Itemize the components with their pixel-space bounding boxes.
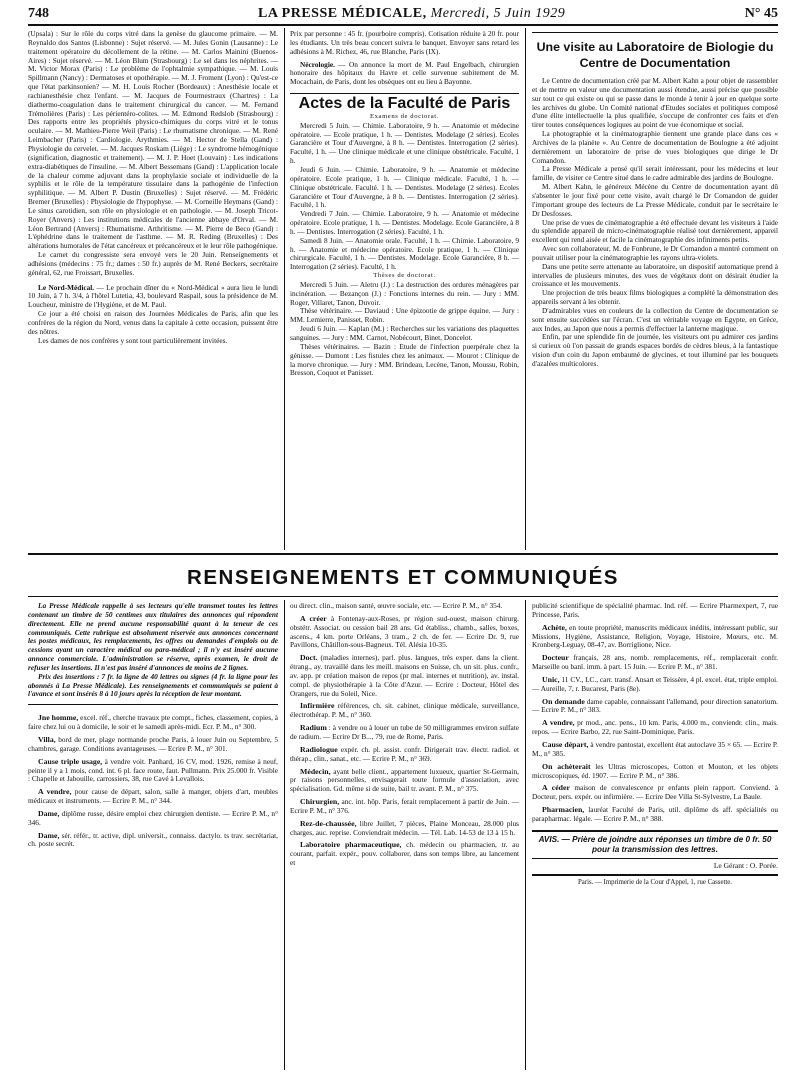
visit-paragraph: Une prise de vues de cinématographie a été effectuée devant les visiteurs à l'aide du splendide appareil de micro-cinématographie réalisé tout dernièrement, appareil excellent qui rend aisée et facile la cinématographie des infiniments petits. <box>532 217 778 245</box>
header-rule <box>28 24 778 26</box>
column-rule-2 <box>525 28 526 550</box>
ads-price: Prix des insertions : 7 fr. la ligne de 40 lettres ou signes (4 fr. la ligne pour les abonnés à La Presse Médicale). Les renseignements et communiqués se paient à l'avance et sont insérés 8 à 10 jours après la réception de leur montant. <box>28 671 278 699</box>
journal-title: LA PRESSE MÉDICALE, Mercredi, 5 Juin 1929 <box>258 6 566 21</box>
visit-paragraph: D'admirables vues en couleurs de la collection du Centre de documentation se sont ensuite succédées sur l'écran. C'est un véritable voyage en Egypte, en Grèce, aux Indes, au Japon que nous a permis d'effectuer la lanterne magique. <box>532 305 778 333</box>
ad-entry: Villa, bord de mer, plage normande proche Paris, à louer Juin ou Septembre, 5 chambres, garage. Conditions avantageuses. — Ecrire P. M., n° 301. <box>28 734 278 753</box>
ads-intro: La Presse Médicale rappelle à ses lecteurs qu'elle transmet toutes les lettres contenant un timbre de 50 centimes aux titulaires des annonces qui répondent directement. Elle ne prend aucune responsabilité quant à la teneur de ces communiqués. Cette rubrique est absolument réservée aux annonces concernant les postes médicaux, les remplacements, les offres ou demandes d'emplois ou de cessions ayant un caractère médical ou para-médical ; il n'y est inséré aucune annonce commerciale. L'administration se réserve, après examen, le droit de refuser les insertions. Il n'est pas inséré d'annonces de moins de 2 lignes. <box>28 602 278 672</box>
exam-entry: Vendredi 7 Juin. — Chimie. Laboratoire, 9 h. — Anatomie et médecine opératoire. Ecole pratique, 1 h. — Dentistes. Modelage. Ecole Garancière, à 8 h. — Dentistes. Interrogation (2 séries). Faculté, 1 h. <box>290 209 519 236</box>
separator <box>290 93 519 94</box>
ad-entry: Chirurgien, anc. int. hôp. Paris, ferait remplacement à partir de Juin. — Ecrire P. M., n° 376. <box>290 797 519 815</box>
ad-entry: A créer à Fontenay-aux-Roses, pr région sud-ouest, maison chirurg. obstétr. Associat. ou cession bail 28 ans. Gd établiss., chamb., salles, boxes, ascens., 4 km. porte Orléans, 3 tram., 2 ch. de fer. — Ecrire Dr. 9, rue Pavillons, Châtillon-sous-Bagneux. Tél. Alésia 10-35. <box>290 613 519 650</box>
ads-column-rule-1 <box>284 600 285 1070</box>
page-header <box>28 6 778 24</box>
ad-entry: On demande dame capable, connaissant l'allemand, pour direction sanatorium. — Ecrire P. M., n° 383. <box>532 696 778 715</box>
ad-entry: A vendre, pour cause de départ, salon, salle à manger, objets d'art, meubles médicaux et instruments. — Ecrire P. M., n° 344. <box>28 787 278 806</box>
separator <box>532 830 778 832</box>
ad-entry: Laboratoire pharmaceutique, ch. médecin ou pharmacien, tr. au courant, parfait. expér., pouv. collaborer, dans son temps libre, au lancement et <box>290 840 519 868</box>
ad-entry: Docteur français, 28 ans, nomb. remplacements, réf., remplacerait confr. Marseille ou banl. imm. à part. 15 Juin. — Ecrire P. M., n° 381. <box>532 653 778 672</box>
visit-paragraph: La Presse Médicale a pensé qu'il serait intéressant, pour les médecins et leur famille, de visiter ce Centre situé dans le cadre admirable des jardins de Boulogne. <box>532 164 778 183</box>
column-2 <box>290 30 519 550</box>
ads-column-1 <box>28 602 278 1072</box>
ads-column-2 <box>290 602 519 1072</box>
ads-column-rule-2 <box>525 600 526 1070</box>
ad-entry: On achèterait les Ultras microscopes, Cotton et Mouton, et les objets microscopiques, éd. 1907. — Ecrire P. M., n° 386. <box>532 761 778 780</box>
section-title-rule <box>28 596 778 597</box>
nord-medical-notice: Le Nord-Médical. — Le prochain dîner du « Nord-Médical » aura lieu le lundi 10 Juin, à 7 h. 3/4, à l'hôtel Lutetia, 43, boulevard Raspail, sous la présidence de M. Loucheur, ministre de l'Hygiène, et de M. Paul. <box>28 282 278 310</box>
separator <box>532 874 778 876</box>
column-3 <box>532 30 778 550</box>
ad-entry: ou direct. clin., maison santé, œuvre sociale, etc. — Ecrire P. M., n° 354. <box>290 602 503 610</box>
ad-entry: Médecin, ayant belle client., appartement luxueux, quartier St-Germain, pr raisons personnelles, envisagerait toute formule d'association, avec spécialisation. Gd. même si de suite, bail tr. avant. P. M., n° 375. <box>290 766 519 794</box>
visit-paragraph: Une projection de très beaux films biologiques a complété la démonstration des appareils servant à les obtenir. <box>532 288 778 307</box>
exam-entry: Mercredi 5 Juin. — Chimie. Laboratoire, 9 h. — Anatomie et médecine opératoire. — Ecole pratique, 1 h. — Dentistes. Modelage (2 séries). Ecoles Garancière et Tour d'Auvergne, à 8 h. — Dentistes. Interrogation (2 séries). Faculté, 1 h. — Une clinique médicale et une clinique obstétricale. Faculté, 1 h. <box>290 120 519 166</box>
actes-heading: Actes de la Faculté de Paris <box>298 95 511 113</box>
separator <box>28 704 278 705</box>
congress-info: Le carnet du congressiste sera envoyé vers le 20 Juin. Renseignements et adhésions (médecins : 75 fr.; dames : 50 fr.) auprès de M. René Beckers, secrétaire général, 62, rue Froissart, Bruxelles. <box>28 250 278 277</box>
ad-entry: Cause triple usage, à vendre voit. Panhard, 16 CV, mod. 1926, remise à neuf, peinte il y a 1 mois, cond. int. 6 pl. face route, faut. Pullmann. Prix 25.000 fr. Visible : Chapelle et Jabouille, carrossiers, 38, rue Cavé à Levallois. <box>28 756 278 784</box>
ad-entry: Cause départ, à vendre pantostat, excellent état autoclave 35 × 65. — Ecrire P. M., n° 385. <box>532 739 778 758</box>
separator <box>532 32 778 33</box>
thesis-entry: Jeudi 6 Juin. — Kaplan (M.) : Recherches sur les variations des plaquettes sanguines. — Jury : MM. Carnot, Nobécourt, Binet, Doncelot. <box>290 324 519 342</box>
visit-paragraph: La photographie et la cinématographie tiennent une grande place dans ces « Archives de la planète ». Au Centre de documentation de Boulogne a été adjoint dernièrement un laboratoire de prise de vues biologiques que dirige le Dr Comandon. <box>532 129 778 165</box>
issue-date: Mercredi, 5 Juin 1929 <box>430 6 566 21</box>
ad-entry: Infirmière références, ch. sit. cabinet, clinique médicale, surveillance, électrothérap. P. M., n° 360. <box>290 701 519 720</box>
visit-paragraph: M. Albert Kahn, le généreux Mécène du Centre de documentation ayant dû s'absenter le jour fixé pour cette visite, avait chargé le Dr Comandon de guider l'important groupe des lecteurs de La Presse Médicale, conduit par le secrétaire le Dr Desfosses. <box>532 182 778 218</box>
page-number: 748 <box>28 6 49 21</box>
exam-entry: Samedi 8 Juin. — Anatomie orale. Faculté, 1 h. — Chimie. Laboratoire, 9 h. — Anatomie et médecine opératoire. Ecole pratique, 1 h. — Clinique chirurgicale. Faculté, 1 h. — Dentistes. Modelage. Ecole Garancière, 8 h. — Interrogation (2 séries). Faculté, 1 h. <box>290 235 519 272</box>
ad-entry: Doct. (maladies internes), parl. plus. langues, très exper. dans la client. étrang., ay. travaillé dans les meill. maisons en Suisse, ch. un sit. plus. confr., av. app. pr création maison de repos (pr mal. internes et nutrition), av. instal. compl. de physiothérapie à la Côte d'Azur. — Ecrire : Docteur, Hôtel des Orangers, rue du Soleil, Nice. <box>290 653 519 698</box>
ad-entry: Radiologue expér. ch. pl. assist. confr. Dirigerait trav. électr. radiol. et thérap., clin., sanat., etc. — Ecrire P. M., n° 369. <box>290 744 519 763</box>
ad-entry: Jne homme, excel. réf., cherche travaux pte compt., fiches, classement, copies, à faire chez lui ou à domicile, le soir et le samedi après-midi. Ecr. P. M., n° 300. <box>28 713 278 732</box>
visit-paragraph: Dans une petite serre attenante au laboratoire, un dispositif automatique prend à intervalles de plusieurs minutes, des vues de végétaux dont on désirait étudier la croissance et les mouvements. <box>532 261 778 289</box>
visit-paragraph: Avec son collaborateur, M. de Fonbrune, le Dr Comandon a montré comment on pouvait utiliser pour la cinématographie les rayons ultra-violets. <box>532 244 778 262</box>
visit-paragraph: Enfin, par une splendide fin de journée, les visiteurs ont pu admirer ces jardins si curieux où l'on passait de grands espaces bordés de cèdres bleus, à la fantastique vision d'un coin du Japon embaumé de glycines, et tout illuminé par les bouquets d'azalées multicolores. <box>532 332 778 368</box>
ad-entry: Unic, 11 CV., LC., carr. transf. Ansart et Teissère, 4 pl. excel. état, triple emploi. — Aureille, 7, r. Bucarest, Paris (8e). <box>532 674 778 693</box>
thesis-entry: Thèses vétérinaires. — Bazin : Etude de l'infection puerpérale chez la génisse. — Dumont : Les fistules chez les animaux. — Mourot : Clinique de la morve chronique. — Jury : MM. Brindeau, Lecène, Tanon, Moussu, Robin, Bresson, Coquot et Panisset. <box>290 341 519 378</box>
dinner-price: Prix par personne : 45 fr. (pourboire compris). Cotisation réduite à 20 fr. pour les étudiants. Un très beau concert suivra le banquet. Envoyer sans retard les adhésions à M. Richez, 46, rue Blanche, Paris (IX). <box>290 30 519 56</box>
section-rule <box>28 553 778 555</box>
exams-heading: Examens de doctorat. <box>370 112 439 120</box>
ad-entry: Radium : à vendre ou à louer un tube de 50 milligrammes environ sulfate de radium. — Ecrire Dr B..., 79, rue de Rome, Paris. <box>290 723 519 741</box>
necrology: Nécrologie. — On annonce la mort de M. Paul Engelbach, chirurgien honoraire des hôpitaux du Havre et celle survenue subitement de M. Mocachain, de Paris, dont les obsèques ont eu lieu à Bayonne. <box>290 59 519 87</box>
visit-paragraph: Le Centre de documentation créé par M. Albert Kahn a pour objet de rassembler et de mettre en valeur une documentation aussi étendue, aussi précise que possible sur tout ce qui existe ou qui se passe dans le monde à tenir à jour en quelque sorte les archives du globe. Un Comité national d'Etudes sociales et politiques composé d'une élite intellectuelle la plus qualifiée, s'occupe de confronter ces faits et d'en tirer toutes conséquences logiques au point de vue économique et social. <box>532 76 778 130</box>
nord-medical-ladies: Les dames de nos confrères y sont tout particulièrement invitées. <box>38 335 228 345</box>
exam-entry: Jeudi 6 Juin. — Chimie. Laboratoire, 9 h. — Anatomie et médecine opératoire. Ecole pratique, 1 h. — Clinique médicale. Faculté, 1 h. — Clinique obstétricale. Faculté. 1 h. — Dentistes. Modelage (2 séries). Ecoles Garancière et Tour d'Auvergne, à 8 h. — Dentistes. Interrogation (2 séries). Faculté, 1 h. <box>290 164 519 210</box>
ad-entry: Dame, sér. référ., tr. active, dipl. universit., connaiss. dactylo. ts trav. secrétariat, ch. poste secrét. <box>28 830 278 849</box>
thesis-entry: Thèse vétérinaire. — Daviaud : Une épizootie de grippe équine. — Jury : MM. Lemierre, Panisset, Robin. <box>290 306 519 325</box>
column-1 <box>28 30 278 550</box>
printer-line: Paris. — Imprimerie de la Cour d'Appel, 1, rue Cassette. <box>578 878 732 886</box>
gerant-signature: Le Gérant : O. Porée. <box>713 860 778 870</box>
ad-entry: Pharmacien, lauréat Faculté de Paris, util. diplôme ds aff. spécialités ou parapharmac. légale. — Ecrire P. M., n° 388. <box>532 805 778 823</box>
ad-entry: Achète, en toute propriété, manuscrits médicaux inédits, intéressant public, sur Missions, Hygiène, Assistance, Religion, Voyage, Histoire, Mœurs, etc. M. Kronberg-Leguay, 08-47, av. Borriglione, Nice. <box>532 622 778 650</box>
avis-notice: AVIS. — Prière de joindre aux réponses un timbre de 0 fr. 50 pour la transmission des lettres. <box>538 834 772 854</box>
theses-heading: Thèses de doctorat. <box>373 272 436 280</box>
ad-entry: publicité scientifique de spécialité pharmac. Ind. réf. — Ecrire Pharmexpert, 7, rue Princesse, Paris. <box>532 602 778 619</box>
nord-medical-reason: Ce jour a été choisi en raison des Journées Médicales de Paris, afin que les confrères de la région du Nord, venus dans la capitale à cette occasion, puissent être des nôtres. <box>28 309 278 336</box>
ad-entry: A céder maison de convalescence pr enfants plein rapport. Conviend. à Docteur, pers. expér. ou infirmière. — Ecrire Dee Villa St-Sylvestre, La Baule. <box>532 783 778 802</box>
separator <box>532 858 778 859</box>
ad-entry: Rez-de-chaussée, libre Juillet, 7 pièces, Plaine Monceau, 28.000 plus charges, auc. reprise. Conviendrait médecin. — Tél. Lab. 14-53 de 13 à 15 h. <box>290 818 519 837</box>
thesis-entry: Mercredi 5 Juin. — Aletru (J.) : La destruction des ordures ménagères par incinération. — Bezançon (J.) : Fonctions internes du rein. — Jury : MM. Roger, Villaret, Tanon, Duvoir. <box>290 279 519 307</box>
column-rule-1 <box>284 28 285 550</box>
congress-program: (Upsala) : Sur le rôle du corps vitré dans la genèse du glaucome primaire. — M. Reynaldo dos Santos (Lisbonne) : Sujet réservé. — M. Jules Gonin (Lausanne) : Le traitement opératoire du décollement de la rétine. — M. Carlos Mainini (Buenos-Aires) : Sujet réservé. — M. Léon Blum (Strasbourg) : Le sel dans les néphrites. — M. Victor Morax (Paris) : Le problème de l'ophtalmie sympathique. — M. Louis Spillmann (Nancy) : Dermatoses et opothérapie. — M. J. Froment (Lyon) : Qu'est-ce que l'état parkinsonien? — M. H. Louis Rocher (Bordeaux) : Anesthésie locale et rachianesthésie chez l'enfant. — M. Jacques de Fourmestraux (Chartres) : La diathermo-coagulation dans le traitement chirurgical du cancer. — M. Fernand Trémolières (Paris) : Les périentéro-colites. — M. Edmond Redslob (Strasbourg) : Des rapports entre les propriétés physico-chimiques du corps vitré et le tonus oculaire. — M. Mathieu-Pierre Weil (Paris) : Le rhumatisme chronique. — M. René Leimbacher (Paris) : Cardiologie. Arythmies. — M. Hector de Stella (Gand) : Physiologie du cervelet. — M. Jacques Roskam (Liège) : Le syndrome hémogénique (signification, diagnostic et traitement). — M. J. P. Hoet (Louvain) : Les indications extra-diabétiques de l'insuline. — M. Albert Bessemans (Gand) : L'application locale de la chaleur comme adjuvant dans la prophylaxie sociale et individuelle de la syphilis et le rôle de la température tissulaire dans la pathogénie de l'infection syphilitique. — M. Albert P. Dustin (Bruxelles) : Sujet réservé. — M. Frédéric Bremer (Bruxelles) : Physiologie de l'hypophyse. — M. Corneille Heymans (Gand) : Le sinus carotidien, son rôle en physiologie et en pathologie. — M. Joseph Tricot-Royer (Anvers) : Les institutions médicales de l'ancienne abbaye d'Orval. — M. Léon Bertrand (Anvers) : Rhumatisme. Arthritisme. — M. Pierre de Beco (Gand) : L'éphédrine dans le traitement de l'asthme. — M. R. Reding (Bruxelles) : Des altérations humorales de l'état cancéreux et précancéreux et le leur rôle pathogénique. <box>28 30 278 251</box>
ads-column-3 <box>532 602 778 1072</box>
ad-entry: Dame, diplôme russe, désire emploi chez chirurgien dentiste. — Ecrire P. M., n° 346. <box>28 808 278 827</box>
issue-number: N° 45 <box>744 6 778 21</box>
section-title: RENSEIGNEMENTS ET COMMUNIQUÉS <box>187 566 619 589</box>
visit-heading: Une visite au Laboratoire de Biologie du Centre de Documentation <box>536 40 774 70</box>
ad-entry: A vendre, pr mod., anc. pens., 10 km. Paris, 4.000 m., conviendr. clin., mais. repos. — Ecrire Barbo, 22, rue Saint-Dominique, Paris. <box>532 718 778 737</box>
